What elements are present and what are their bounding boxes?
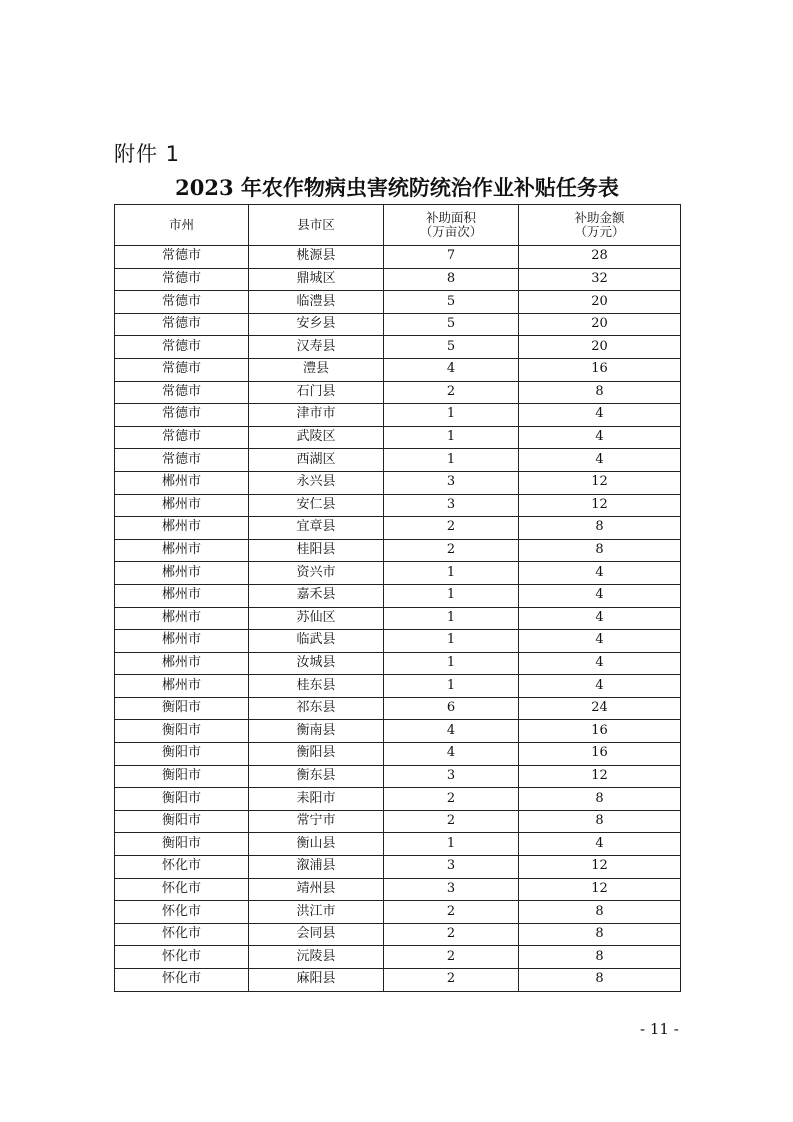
table-row xyxy=(115,923,681,946)
cell-area: 3 xyxy=(384,878,519,901)
cell-amount: 8 xyxy=(519,810,681,833)
cell-area: 2 xyxy=(384,517,519,540)
cell-county: 临澧县 xyxy=(249,291,384,314)
cell-county: 永兴县 xyxy=(249,471,384,494)
cell-county: 沅陵县 xyxy=(249,946,384,969)
table-row xyxy=(115,697,681,720)
table-row xyxy=(115,358,681,381)
header-area: 补助面积 （万亩次） xyxy=(384,205,519,246)
cell-county: 常宁市 xyxy=(249,810,384,833)
cell-city: 郴州市 xyxy=(115,607,249,630)
cell-area: 1 xyxy=(384,652,519,675)
cell-city: 怀化市 xyxy=(115,856,249,879)
cell-amount: 20 xyxy=(519,336,681,359)
cell-area: 5 xyxy=(384,336,519,359)
cell-county: 溆浦县 xyxy=(249,856,384,879)
cell-city: 常德市 xyxy=(115,336,249,359)
cell-amount: 8 xyxy=(519,923,681,946)
cell-county: 麻阳县 xyxy=(249,969,384,992)
attachment-label: 附件 1 xyxy=(114,142,181,166)
cell-amount: 4 xyxy=(519,562,681,585)
cell-area: 2 xyxy=(384,901,519,924)
cell-area: 2 xyxy=(384,969,519,992)
cell-amount: 12 xyxy=(519,471,681,494)
cell-city: 怀化市 xyxy=(115,946,249,969)
cell-area: 1 xyxy=(384,404,519,427)
cell-city: 怀化市 xyxy=(115,923,249,946)
table-row xyxy=(115,246,681,269)
cell-area: 5 xyxy=(384,313,519,336)
header-amount: 补助金额 （万元） xyxy=(519,205,681,246)
cell-area: 3 xyxy=(384,494,519,517)
cell-area: 2 xyxy=(384,539,519,562)
document-title: 2023 年农作物病虫害统防统治作业补贴任务表 xyxy=(175,175,619,200)
cell-county: 安仁县 xyxy=(249,494,384,517)
table-row xyxy=(115,539,681,562)
cell-county: 桂阳县 xyxy=(249,539,384,562)
cell-county: 靖州县 xyxy=(249,878,384,901)
cell-county: 石门县 xyxy=(249,381,384,404)
cell-county: 祁东县 xyxy=(249,697,384,720)
cell-amount: 24 xyxy=(519,697,681,720)
cell-county: 桃源县 xyxy=(249,246,384,269)
cell-area: 1 xyxy=(384,449,519,472)
cell-amount: 8 xyxy=(519,901,681,924)
cell-area: 2 xyxy=(384,788,519,811)
table-row xyxy=(115,268,681,291)
cell-county: 嘉禾县 xyxy=(249,584,384,607)
cell-city: 郴州市 xyxy=(115,584,249,607)
cell-county: 会同县 xyxy=(249,923,384,946)
cell-amount: 16 xyxy=(519,720,681,743)
table-row xyxy=(115,652,681,675)
cell-amount: 12 xyxy=(519,765,681,788)
cell-area: 4 xyxy=(384,743,519,766)
table-row xyxy=(115,449,681,472)
cell-area: 1 xyxy=(384,675,519,698)
table-row xyxy=(115,471,681,494)
cell-area: 7 xyxy=(384,246,519,269)
cell-city: 常德市 xyxy=(115,381,249,404)
cell-county: 宜章县 xyxy=(249,517,384,540)
cell-area: 1 xyxy=(384,584,519,607)
cell-county: 桂东县 xyxy=(249,675,384,698)
table-row xyxy=(115,856,681,879)
cell-area: 3 xyxy=(384,856,519,879)
cell-amount: 8 xyxy=(519,946,681,969)
cell-amount: 8 xyxy=(519,969,681,992)
cell-area: 4 xyxy=(384,358,519,381)
table-row xyxy=(115,562,681,585)
cell-county: 西湖区 xyxy=(249,449,384,472)
cell-area: 3 xyxy=(384,471,519,494)
cell-area: 2 xyxy=(384,810,519,833)
cell-county: 鼎城区 xyxy=(249,268,384,291)
cell-city: 怀化市 xyxy=(115,969,249,992)
cell-city: 常德市 xyxy=(115,426,249,449)
table-row xyxy=(115,743,681,766)
cell-city: 郴州市 xyxy=(115,517,249,540)
cell-county: 衡山县 xyxy=(249,833,384,856)
table-row xyxy=(115,630,681,653)
cell-amount: 4 xyxy=(519,630,681,653)
cell-area: 6 xyxy=(384,697,519,720)
cell-city: 郴州市 xyxy=(115,562,249,585)
cell-city: 衡阳市 xyxy=(115,720,249,743)
cell-city: 衡阳市 xyxy=(115,833,249,856)
table-row xyxy=(115,788,681,811)
cell-amount: 4 xyxy=(519,449,681,472)
cell-county: 津市市 xyxy=(249,404,384,427)
table-row xyxy=(115,946,681,969)
cell-amount: 4 xyxy=(519,833,681,856)
cell-amount: 8 xyxy=(519,517,681,540)
cell-county: 澧县 xyxy=(249,358,384,381)
cell-city: 衡阳市 xyxy=(115,743,249,766)
cell-county: 安乡县 xyxy=(249,313,384,336)
cell-amount: 28 xyxy=(519,246,681,269)
cell-area: 3 xyxy=(384,765,519,788)
cell-city: 郴州市 xyxy=(115,630,249,653)
cell-city: 怀化市 xyxy=(115,878,249,901)
cell-amount: 4 xyxy=(519,607,681,630)
cell-area: 5 xyxy=(384,291,519,314)
table-row xyxy=(115,901,681,924)
cell-amount: 8 xyxy=(519,788,681,811)
table-row xyxy=(115,313,681,336)
cell-city: 衡阳市 xyxy=(115,697,249,720)
page-number: - 11 - xyxy=(640,1020,679,1038)
subsidy-table xyxy=(114,204,681,992)
cell-area: 2 xyxy=(384,381,519,404)
cell-city: 常德市 xyxy=(115,291,249,314)
cell-city: 衡阳市 xyxy=(115,810,249,833)
table-body xyxy=(115,246,681,992)
cell-city: 郴州市 xyxy=(115,652,249,675)
cell-city: 郴州市 xyxy=(115,471,249,494)
table-row xyxy=(115,833,681,856)
cell-amount: 4 xyxy=(519,652,681,675)
cell-area: 1 xyxy=(384,562,519,585)
cell-county: 苏仙区 xyxy=(249,607,384,630)
table-row xyxy=(115,878,681,901)
cell-city: 衡阳市 xyxy=(115,788,249,811)
cell-county: 资兴市 xyxy=(249,562,384,585)
cell-county: 洪江市 xyxy=(249,901,384,924)
cell-amount: 8 xyxy=(519,381,681,404)
header-county: 县市区 xyxy=(249,205,384,246)
cell-county: 耒阳市 xyxy=(249,788,384,811)
table-row xyxy=(115,381,681,404)
cell-county: 衡东县 xyxy=(249,765,384,788)
cell-city: 郴州市 xyxy=(115,494,249,517)
header-city: 市州 xyxy=(115,205,249,246)
cell-city: 常德市 xyxy=(115,246,249,269)
cell-area: 8 xyxy=(384,268,519,291)
cell-county: 衡阳县 xyxy=(249,743,384,766)
cell-amount: 12 xyxy=(519,856,681,879)
table-row xyxy=(115,404,681,427)
cell-amount: 4 xyxy=(519,675,681,698)
cell-county: 临武县 xyxy=(249,630,384,653)
cell-city: 郴州市 xyxy=(115,675,249,698)
cell-area: 1 xyxy=(384,630,519,653)
cell-city: 常德市 xyxy=(115,358,249,381)
cell-amount: 12 xyxy=(519,878,681,901)
cell-amount: 8 xyxy=(519,539,681,562)
cell-amount: 4 xyxy=(519,584,681,607)
cell-area: 4 xyxy=(384,720,519,743)
cell-city: 怀化市 xyxy=(115,901,249,924)
cell-amount: 16 xyxy=(519,358,681,381)
cell-city: 常德市 xyxy=(115,449,249,472)
cell-amount: 20 xyxy=(519,313,681,336)
cell-city: 常德市 xyxy=(115,268,249,291)
cell-city: 常德市 xyxy=(115,404,249,427)
table-row xyxy=(115,720,681,743)
cell-area: 2 xyxy=(384,923,519,946)
cell-county: 衡南县 xyxy=(249,720,384,743)
table-row xyxy=(115,607,681,630)
cell-amount: 16 xyxy=(519,743,681,766)
cell-county: 汝城县 xyxy=(249,652,384,675)
cell-area: 2 xyxy=(384,946,519,969)
cell-city: 衡阳市 xyxy=(115,765,249,788)
table-row xyxy=(115,969,681,992)
cell-county: 汉寿县 xyxy=(249,336,384,359)
table-row xyxy=(115,810,681,833)
table-row xyxy=(115,675,681,698)
cell-amount: 4 xyxy=(519,426,681,449)
table-row xyxy=(115,426,681,449)
cell-county: 武陵区 xyxy=(249,426,384,449)
table-header-row xyxy=(115,205,681,246)
cell-amount: 32 xyxy=(519,268,681,291)
cell-amount: 4 xyxy=(519,404,681,427)
cell-area: 1 xyxy=(384,426,519,449)
cell-amount: 20 xyxy=(519,291,681,314)
cell-city: 郴州市 xyxy=(115,539,249,562)
cell-area: 1 xyxy=(384,607,519,630)
table-row xyxy=(115,584,681,607)
table-row xyxy=(115,765,681,788)
table-row xyxy=(115,336,681,359)
cell-city: 常德市 xyxy=(115,313,249,336)
table-row xyxy=(115,291,681,314)
table-row xyxy=(115,494,681,517)
table-row xyxy=(115,517,681,540)
cell-area: 1 xyxy=(384,833,519,856)
cell-amount: 12 xyxy=(519,494,681,517)
